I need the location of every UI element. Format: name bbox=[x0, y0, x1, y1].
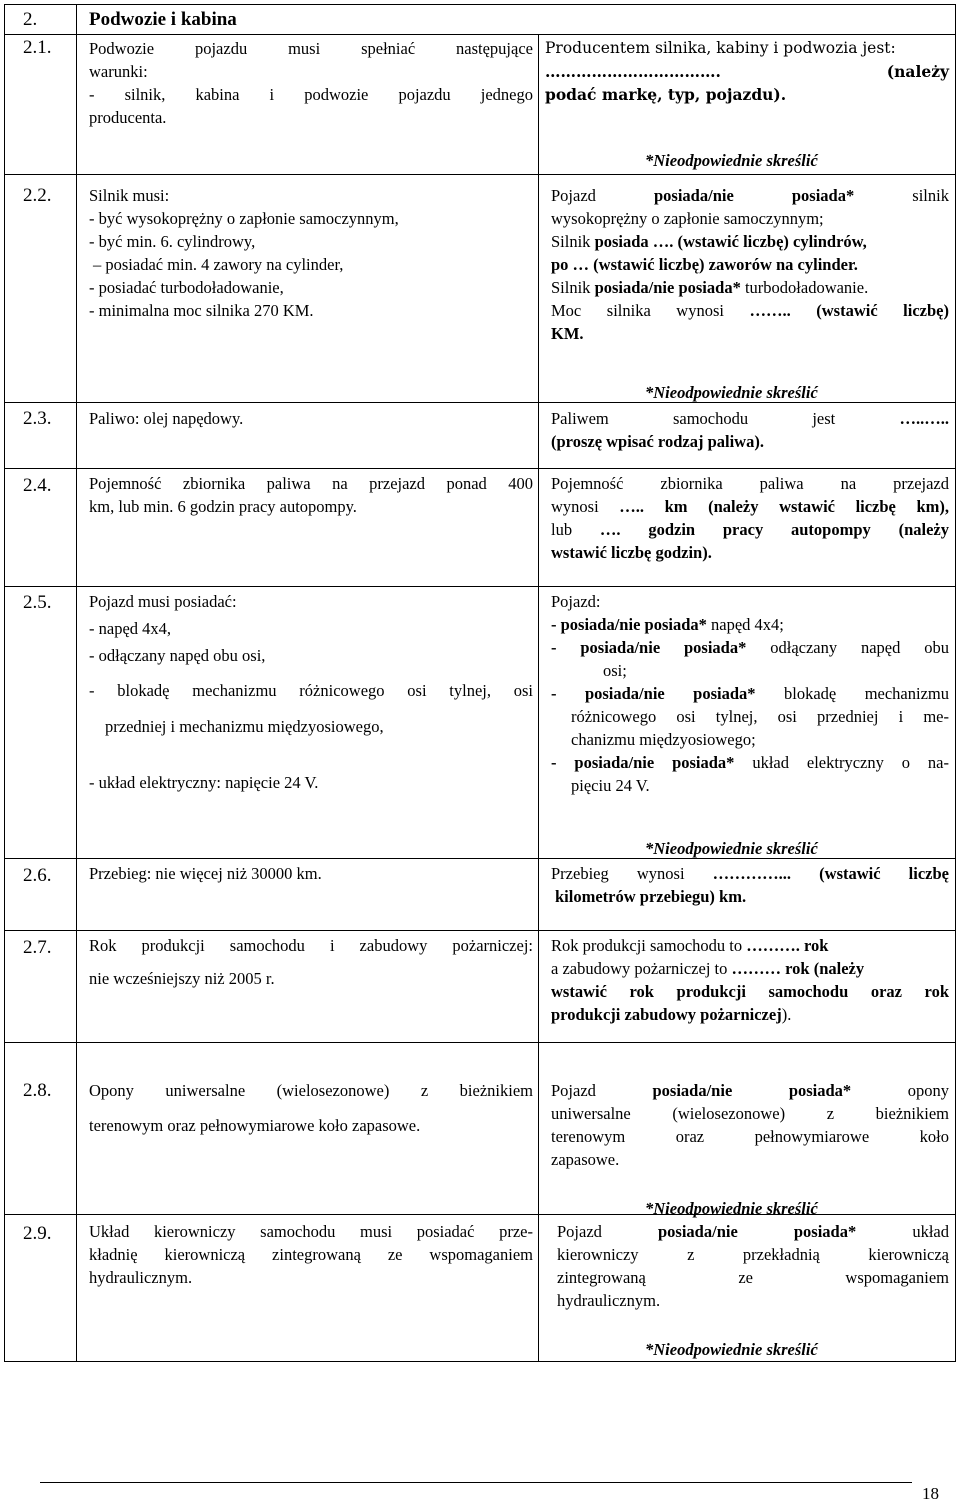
column-separator bbox=[538, 1042, 539, 1214]
section-header-row bbox=[4, 4, 956, 36]
strike-note: *Nieodpowiednie skreślić bbox=[645, 383, 818, 402]
row-2-2 bbox=[4, 174, 956, 402]
section-title: Podwozie i kabina bbox=[89, 9, 237, 30]
requirement-text: Układ kierowniczy samochodu musi posiadać prze- kładnię kierowniczą zintegrowaną ze wspomaganiem hydraulicznym. bbox=[89, 1222, 533, 1287]
column-separator bbox=[538, 468, 539, 586]
answer-text: Pojazd: - posiada/nie posiada* napęd 4x4; - posiada/nie posiada* odłączany napęd obu osi; - posiada/nie posiada* blokadę mechanizmu różnicowego osi tylnej, osi przedniej i me- chanizmu międzyosiowego; - posiada/nie posiada* układ elektryczny o na- pięciu 24 V. bbox=[551, 592, 949, 795]
row-number: 2.2. bbox=[5, 175, 77, 402]
requirement-text: Pojemność zbiornika paliwa na przejazd ponad 400 km, lub min. 6 godzin pracy autopompy. bbox=[89, 474, 533, 516]
row-number: 2.9. bbox=[5, 1215, 77, 1361]
column-separator bbox=[538, 586, 539, 858]
section-number: 2. bbox=[5, 5, 77, 36]
row-number: 2.4. bbox=[5, 469, 77, 586]
column-separator bbox=[538, 1214, 539, 1362]
column-separator bbox=[538, 858, 539, 930]
answer-text: Paliwem samochodu jest …..….. (proszę wpisać rodzaj paliwa). bbox=[551, 409, 949, 451]
row-2-6 bbox=[4, 858, 956, 930]
row-number: 2.6. bbox=[5, 859, 77, 930]
answer-text: Producentem silnika, kabiny i podwozia jest: ……………………………. (należy podać markę, typ, pojazdu). bbox=[545, 39, 949, 104]
requirement-text: Rok produkcji samochodu i zabudowy pożarniczej: nie wcześniejszy niż 2005 r. bbox=[89, 936, 533, 988]
strike-note: *Nieodpowiednie skreślić bbox=[645, 1340, 818, 1359]
strike-note: *Nieodpowiednie skreślić bbox=[645, 151, 818, 170]
row-2-7 bbox=[4, 930, 956, 1042]
column-separator bbox=[538, 930, 539, 1042]
row-number: 2.3. bbox=[5, 403, 77, 468]
footer-rule bbox=[40, 1482, 912, 1483]
requirement-text: Pojazd musi posiadać: - napęd 4x4, - odłączany napęd obu osi, - blokadę mechanizmu różnicowego osi tylnej, osi przedniej i mechanizmu międzyosiowego, - układ elektryczny: napięcie 24 V. bbox=[89, 592, 533, 792]
answer-text: Rok produkcji samochodu to ………. rok a zabudowy pożarniczej to ……… rok (należy wstawić rok produkcji samochodu oraz rok produkcji zabudowy pożarniczej). bbox=[551, 936, 949, 1024]
column-separator bbox=[538, 402, 539, 468]
requirement-text: Podwozie pojazdu musi spełniać następujące warunki: - silnik, kabina i podwozie pojazdu jednego producenta. bbox=[89, 39, 533, 127]
row-2-5 bbox=[4, 586, 956, 858]
row-number: 2.1. bbox=[5, 35, 77, 174]
column-separator bbox=[538, 174, 539, 402]
answer-text: Przebieg wynosi …………... (wstawić liczbę kilometrów przebiegu) km. bbox=[551, 864, 949, 906]
row-2-9 bbox=[4, 1214, 956, 1362]
answer-text: Pojazd posiada/nie posiada* silnik wysokoprężny o zapłonie samoczynnym; Silnik posiada …. (wstawić liczbę) cylindrów, po … (wstawić liczbę) zaworów na cylinder. Silnik posiada/nie posiada* turbodoładowanie. Moc silnika wynosi …….. (wstawić liczbę) KM. bbox=[551, 186, 949, 343]
page-number: 18 bbox=[922, 1484, 939, 1503]
requirement-text: Paliwo: olej napędowy. bbox=[89, 409, 244, 428]
row-2-4 bbox=[4, 468, 956, 586]
column-separator bbox=[538, 34, 539, 174]
requirement-text: Opony uniwersalne (wielosezonowe) z bieżnikiem terenowym oraz pełnowymiarowe koło zapasowe. bbox=[89, 1081, 533, 1135]
row-2-3 bbox=[4, 402, 956, 468]
row-number: 2.5. bbox=[5, 587, 77, 858]
answer-text: Pojemność zbiornika paliwa na przejazd wynosi ….. km (należy wstawić liczbę km), lub …. godzin pracy autopompy (należy wstawić liczbę godzin). bbox=[551, 474, 950, 562]
row-number: 2.8. bbox=[5, 1043, 77, 1214]
row-2-1 bbox=[4, 34, 956, 174]
answer-text: Pojazd posiada/nie posiada* opony uniwersalne (wielosezonowe) z bieżnikiem terenowym oraz pełnowymiarowe koło zapasowe. bbox=[551, 1081, 949, 1169]
row-number: 2.7. bbox=[5, 931, 77, 1042]
strike-note: *Nieodpowiednie skreślić bbox=[645, 1199, 818, 1218]
requirement-text: Silnik musi: - być wysokoprężny o zapłonie samoczynnym, - być min. 6. cylindrowy, – posiadać min. 4 zawory na cylinder, - posiadać turbodoładowanie, - minimalna moc silnika 270 KM. bbox=[89, 186, 399, 320]
answer-text: Pojazd posiada/nie posiada* układ kierowniczy z przekładnią kierowniczą zintegrowaną ze wspomaganiem hydraulicznym. bbox=[557, 1222, 949, 1310]
row-2-8 bbox=[4, 1042, 956, 1218]
requirement-text: Przebieg: nie więcej niż 30000 km. bbox=[89, 864, 322, 883]
strike-note: *Nieodpowiednie skreślić bbox=[645, 839, 818, 858]
